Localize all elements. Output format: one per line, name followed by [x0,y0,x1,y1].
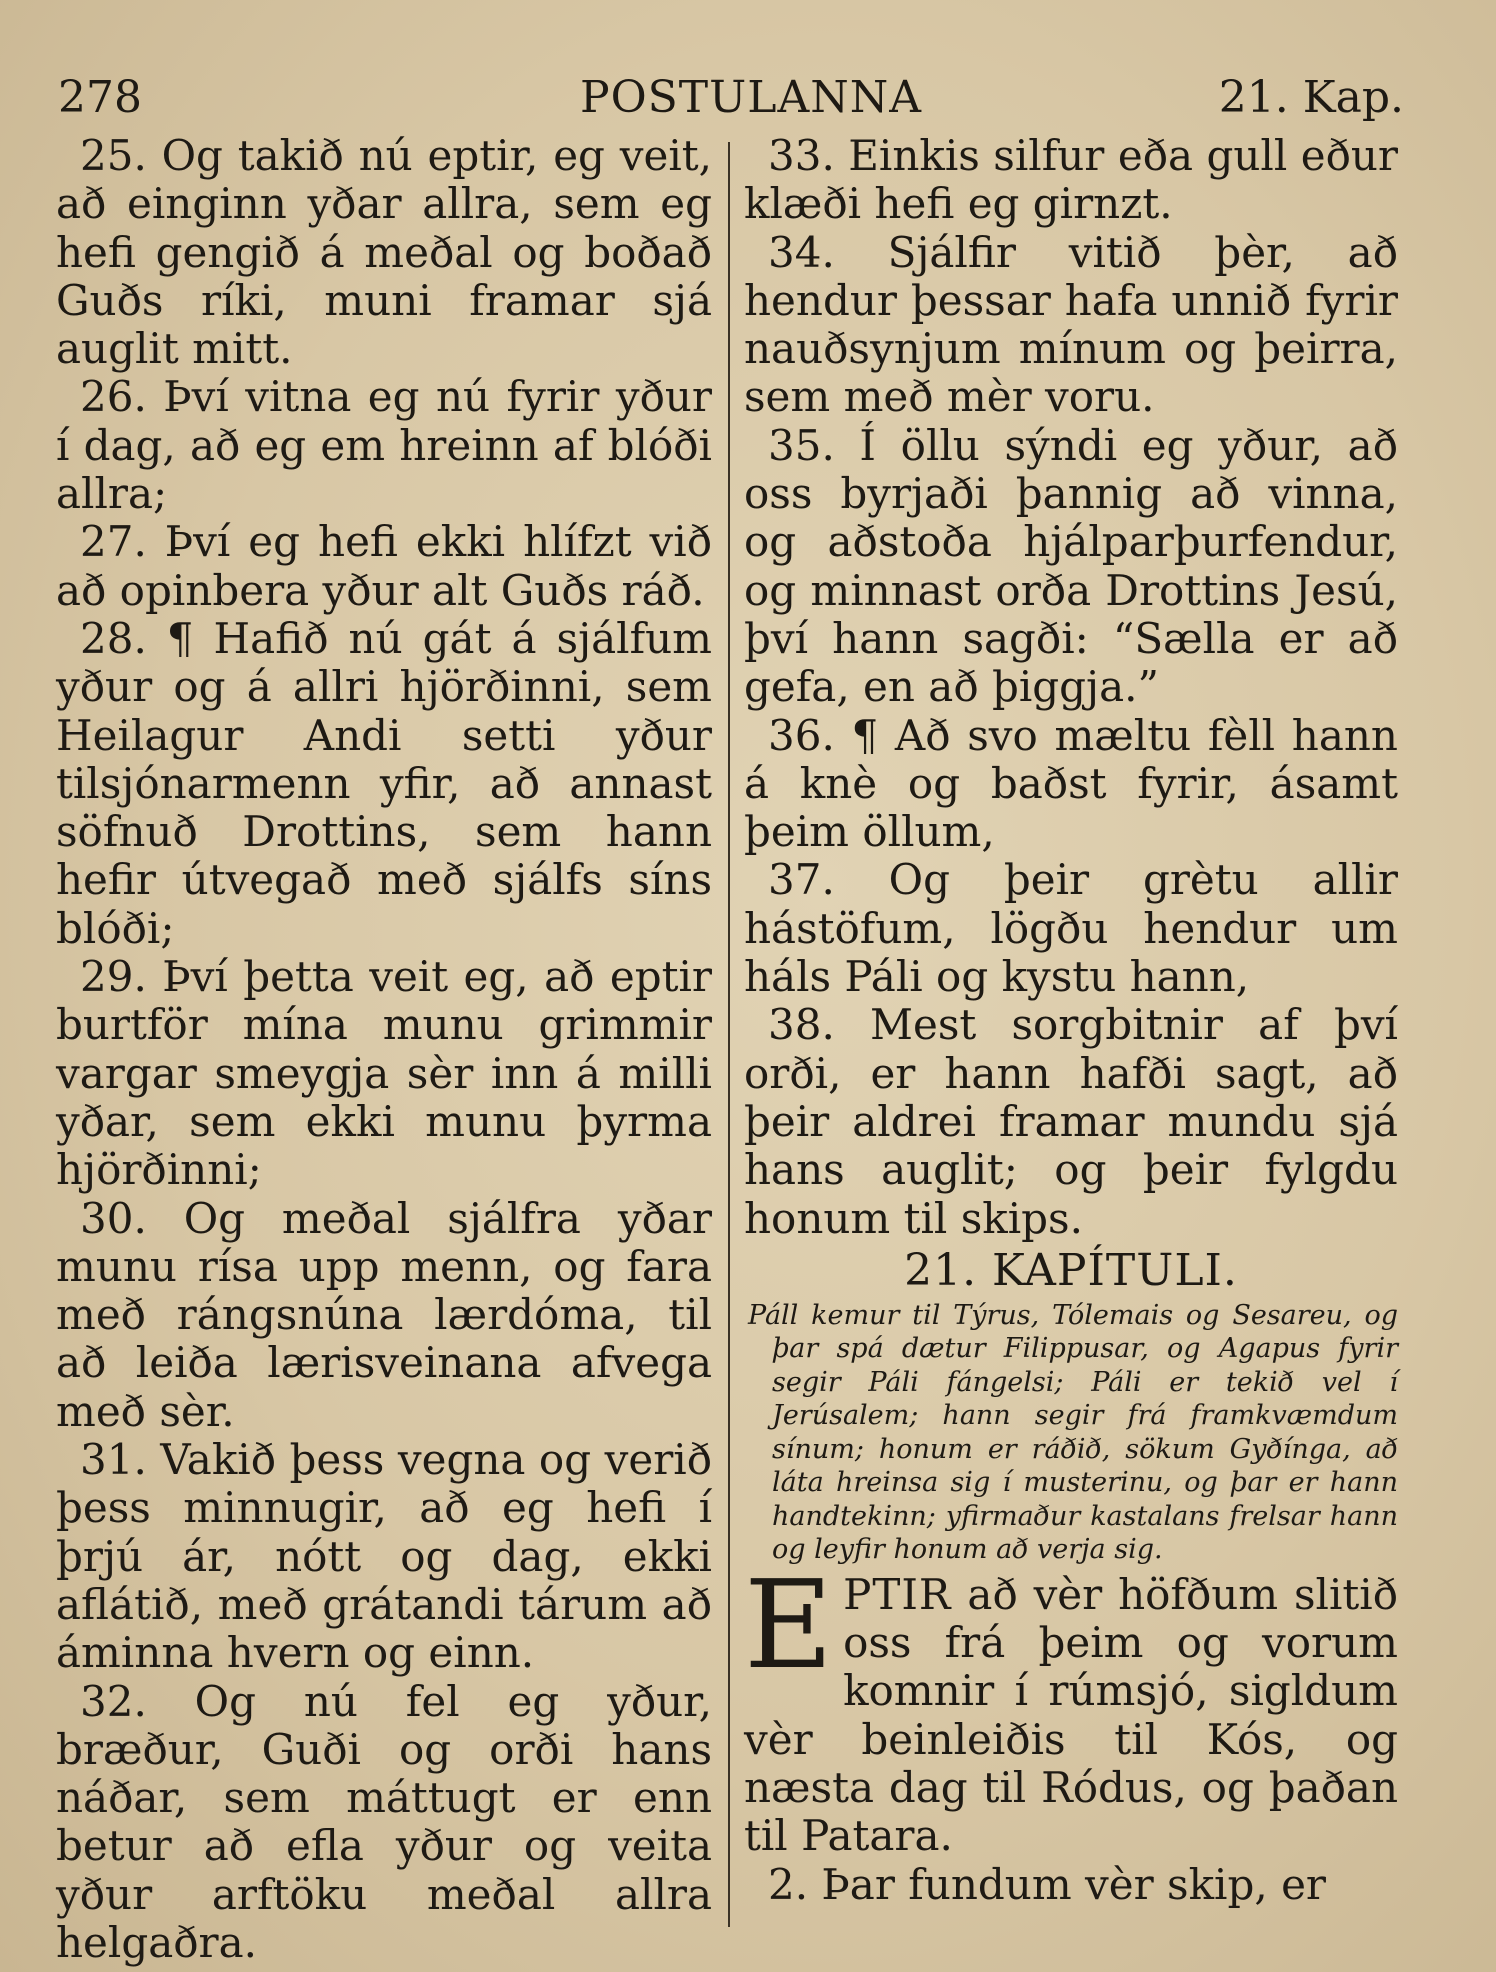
verse-27: 27. Því eg hefi ekki hlífzt við að opinbera yður alt Guðs ráð. [56,517,712,615]
verse-35: 35. Í öllu sýndi eg yður, að oss byrjaði þannig að vinna, og aðstoða hjálparþurfendur, og minnast orða Drottins Jesú, því hann sagði: “Sælla er að gefa, en að þiggja.” [744,420,1398,712]
chapter-label: 21. Kap. [1218,72,1404,123]
left-column [56,132,712,1967]
verse-34: 34. Sjálfir vitið þèr, að hendur þessar hafa unnið fyrir nauðsynjum mínum og þeirra, sem með mèr voru. [744,227,1398,422]
verse-29: 29. Því þetta veit eg, að eptir burtför mína munu grimmir vargar smeygja sèr inn á milli yðar, sem ekki munu þyrma hjörðinni; [56,952,712,1195]
verse-38: 38. Mest sorgbitnir af því orði, er hann hafði sagt, að þeir aldrei framar mundu sjá hans auglit; og þeir fylgdu honum til skips. [744,1000,1398,1243]
verse-30: 30. Og meðal sjálfra yðar munu rísa upp menn, og fara með rángsnúna lærdóma, til að leiða lærisveinana afvega með sèr. [56,1193,712,1436]
verse-1-text: að vèr höfðum slitið oss frá þeim og vorum komnir í rúmsjó, sigldum vèr beinleiðis til Kós, og næsta dag til Ródus, og þaðan til Patara. [744,1569,1398,1861]
drop-cap: E [744,1553,834,1696]
page-number: 278 [58,72,142,123]
column-divider [728,142,730,1927]
verse-31: 31. Vakið þess vegna og verið þess minnugir, að eg hefi í þrjú ár, nótt og dag, ekki aflátið, með grátandi tárum að áminna hvern og einn. [56,1435,712,1678]
right-column [744,132,1398,1909]
verse-26: 26. Því vitna eg nú fyrir yður í dag, að eg em hreinn af blóði allra; [56,372,712,519]
running-title: POSTULANNA [579,72,923,123]
chapter-title: 21. KAPÍTULI. [904,1244,1238,1296]
verse-32: 32. Og nú fel eg yður, bræður, Guði og orði hans náðar, sem máttugt er enn betur að efla yður og veita yður arftöku meðal allra helgaðra. [56,1676,712,1967]
page-header [58,72,1404,132]
first-word-rest: PTIR [843,1569,952,1619]
chapter-summary: Páll kemur til Týrus, Tólemais og Sesareu, og þar spá dætur Filippusar, og Agapus fyrir segir Páli fángelsi; Páli er tekið vel í Jerúsalem; hann segir frá framkvæmdum sínum; honum er ráðið, sökum Gyðínga, að láta hreinsa sig í musterinu, og þar er hann handtekinn; yfirmaður kastalans frelsar hann og leyfir honum að verja sig. [748,1299,1398,1566]
verse-28: 28. ¶ Hafið nú gát á sjálfum yður og á allri hjörðinni, sem Heilagur Andi setti yður tilsjónarmenn yfir, að annast söfnuð Drottins, sem hann hefir útvegað með sjálfs síns blóði; [56,613,712,953]
verse-36: 36. ¶ Að svo mæltu fèll hann á knè og baðst fyrir, ásamt þeim öllum, [744,710,1398,857]
chapter-verse-2: 2. Þar fundum vèr skip, er [768,1859,1326,1909]
verse-25: 25. Og takið nú eptir, eg veit, að einginn yðar allra, sem eg hefi gengið á meðal og boðað Guðs ríki, muni framar sjá auglit mitt. [56,131,712,374]
verse-33: 33. Einkis silfur eða gull eður klæði hefi eg girnzt. [744,131,1398,229]
verse-37: 37. Og þeir grètu allir hástöfum, lögðu hendur um háls Páli og kystu hann, [744,855,1398,1002]
chapter-verse-1 [744,1553,1398,1861]
